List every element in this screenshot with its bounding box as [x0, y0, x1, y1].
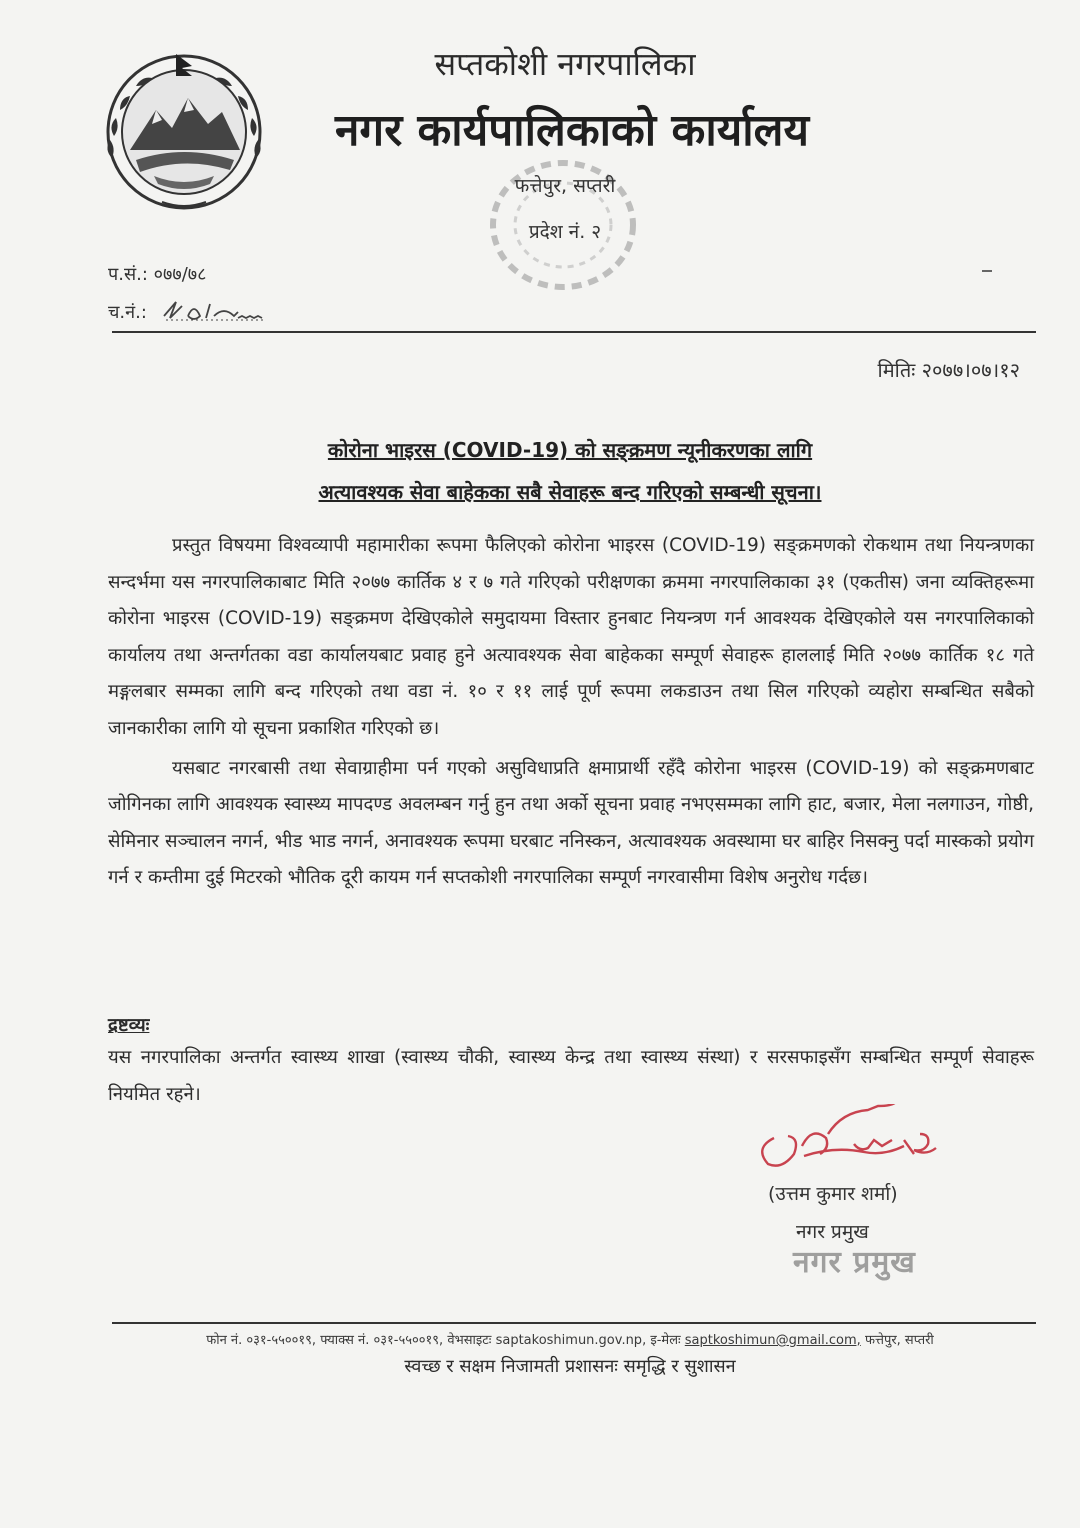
nepal-government-emblem-icon: [96, 40, 272, 216]
subject-line-2: अत्यावश्यक सेवा बाहेकका सबै सेवाहरू बन्द गरिएको सम्बन्धी सूचना।: [318, 480, 822, 504]
office-name: नगर कार्यपालिकाको कार्यालय: [335, 105, 809, 156]
footer-address: फत्तेपुर, सप्तरी: [864, 1333, 934, 1348]
footer-email-link[interactable]: saptkoshimun@gmail.com,: [684, 1333, 861, 1348]
margin-mark: [982, 270, 992, 272]
dispatch-number-handwriting: [160, 298, 272, 324]
municipality-name: सप्तकोशी नगरपालिका: [434, 45, 696, 83]
office-location: फत्तेपुर, सप्तरी: [514, 175, 616, 197]
signatory-stamp: नगर प्रमुख: [793, 1245, 916, 1280]
footer-fax: फ्याक्स नं. ०३१-५५००१९,: [320, 1333, 444, 1348]
note-heading: द्रष्टव्यः: [108, 1015, 150, 1036]
letter-body: [108, 528, 1034, 897]
footer-slogan: स्वच्छ र सक्षम निजामती प्रशासनः समृद्धि र सुशासन: [404, 1356, 736, 1377]
body-paragraph-2: यसबाट नगरबासी तथा सेवाग्राहीमा पर्न गएको असुविधाप्रति क्षमाप्रार्थी रहँदै कोरोना भाइरस (COVID-19) को सङ्क्रमणबाट जोगिनका लागि आवश्यक स्वास्थ्य मापदण्ड अवलम्बन गर्नु हुन तथा अर्को सूचना प्रवाह नभएसम्मका लागि हाट, बजार, मेला नलगाउन, गोष्ठी, सेमिनार सञ्चालन नगर्न, भीड भाड नगर्न, अनावश्यक रूपमा घरबाट ननिस्कन, अत्यावश्यक अवस्थामा घर बाहिर निसक्नु पर्दा मास्कको प्रयोग गर्न र कम्तीमा दुई मिटरको भौतिक दूरी कायम गर्न सप्तकोशी नगरपालिका सम्पूर्ण नगरवासीमा विशेष अनुरोध गर्दछ।: [108, 757, 1034, 889]
footer-website-link[interactable]: saptakoshimun.gov.np,: [495, 1333, 647, 1348]
subject-line-1: कोरोना भाइरस (COVID-19) को सङ्क्रमण न्यूनीकरणका लागि: [327, 438, 813, 462]
signatory-title: नगर प्रमुख: [796, 1221, 869, 1243]
note-text: यस नगरपालिका अन्तर्गत स्वास्थ्य शाखा (स्वास्थ्य चौकी, स्वास्थ्य केन्द्र तथा स्वास्थ्य संस्था) र सरसफाइसँग सम्बन्धित सम्पूर्ण सेवाहरू नियमित रहने।: [108, 1047, 1034, 1105]
footer-divider: [112, 1322, 1036, 1324]
footer-website-label: वेभसाइटः: [447, 1333, 492, 1348]
dispatch-number-label: च.नं.:: [108, 302, 147, 323]
province-number: प्रदेश नं. २: [528, 221, 602, 243]
header-divider: [112, 331, 1036, 333]
body-paragraph-1: प्रस्तुत विषयमा विश्वव्यापी महामारीका रूपमा फैलिएको कोरोना भाइरस (COVID-19) सङ्क्रमणको रोकथाम तथा नियन्त्रणका सन्दर्भमा यस नगरपालिकाबाट मिति २०७७ कार्तिक ४ र ७ गते गरिएको परीक्षणका क्रममा नगरपालिकाका ३१ (एकतीस) जना व्यक्तिहरूमा कोरोना भाइरस (COVID-19) सङ्क्रमण देखिएकोले समुदायमा विस्तार हुनबाट नियन्त्रण गर्न आवश्यक देखिएकोले यस नगरपालिकाको कार्यालय तथा अन्तर्गतका वडा कार्यालयबाट प्रवाह हुने अत्यावश्यक सेवा बाहेकका सम्पूर्ण सेवाहरू हाललाई मिति २०७७ कार्तिक १८ गते मङ्गलबार सम्मका लागि बन्द गरिएको तथा वडा नं. १० र ११ लाई पूर्ण रूपमा लकडाउन तथा सिल गरिएको व्यहोरा सम्बन्धित सबैको जानकारीका लागि यो सूचना प्रकाशित गरिएको छ।: [108, 535, 1034, 739]
footer-email-label: इ-मेलः: [650, 1333, 681, 1348]
mayor-signature: [744, 1104, 964, 1176]
letter-reference-number: प.सं.: ०७७/७८: [108, 264, 207, 285]
footer-contact: [110, 1330, 1030, 1348]
footer-phone: फोन नं. ०३१-५५००१९,: [206, 1333, 317, 1348]
signatory-name: (उत्तम कुमार शर्मा): [768, 1183, 898, 1205]
letter-date: मितिः २०७७।०७।१२: [877, 358, 1020, 382]
